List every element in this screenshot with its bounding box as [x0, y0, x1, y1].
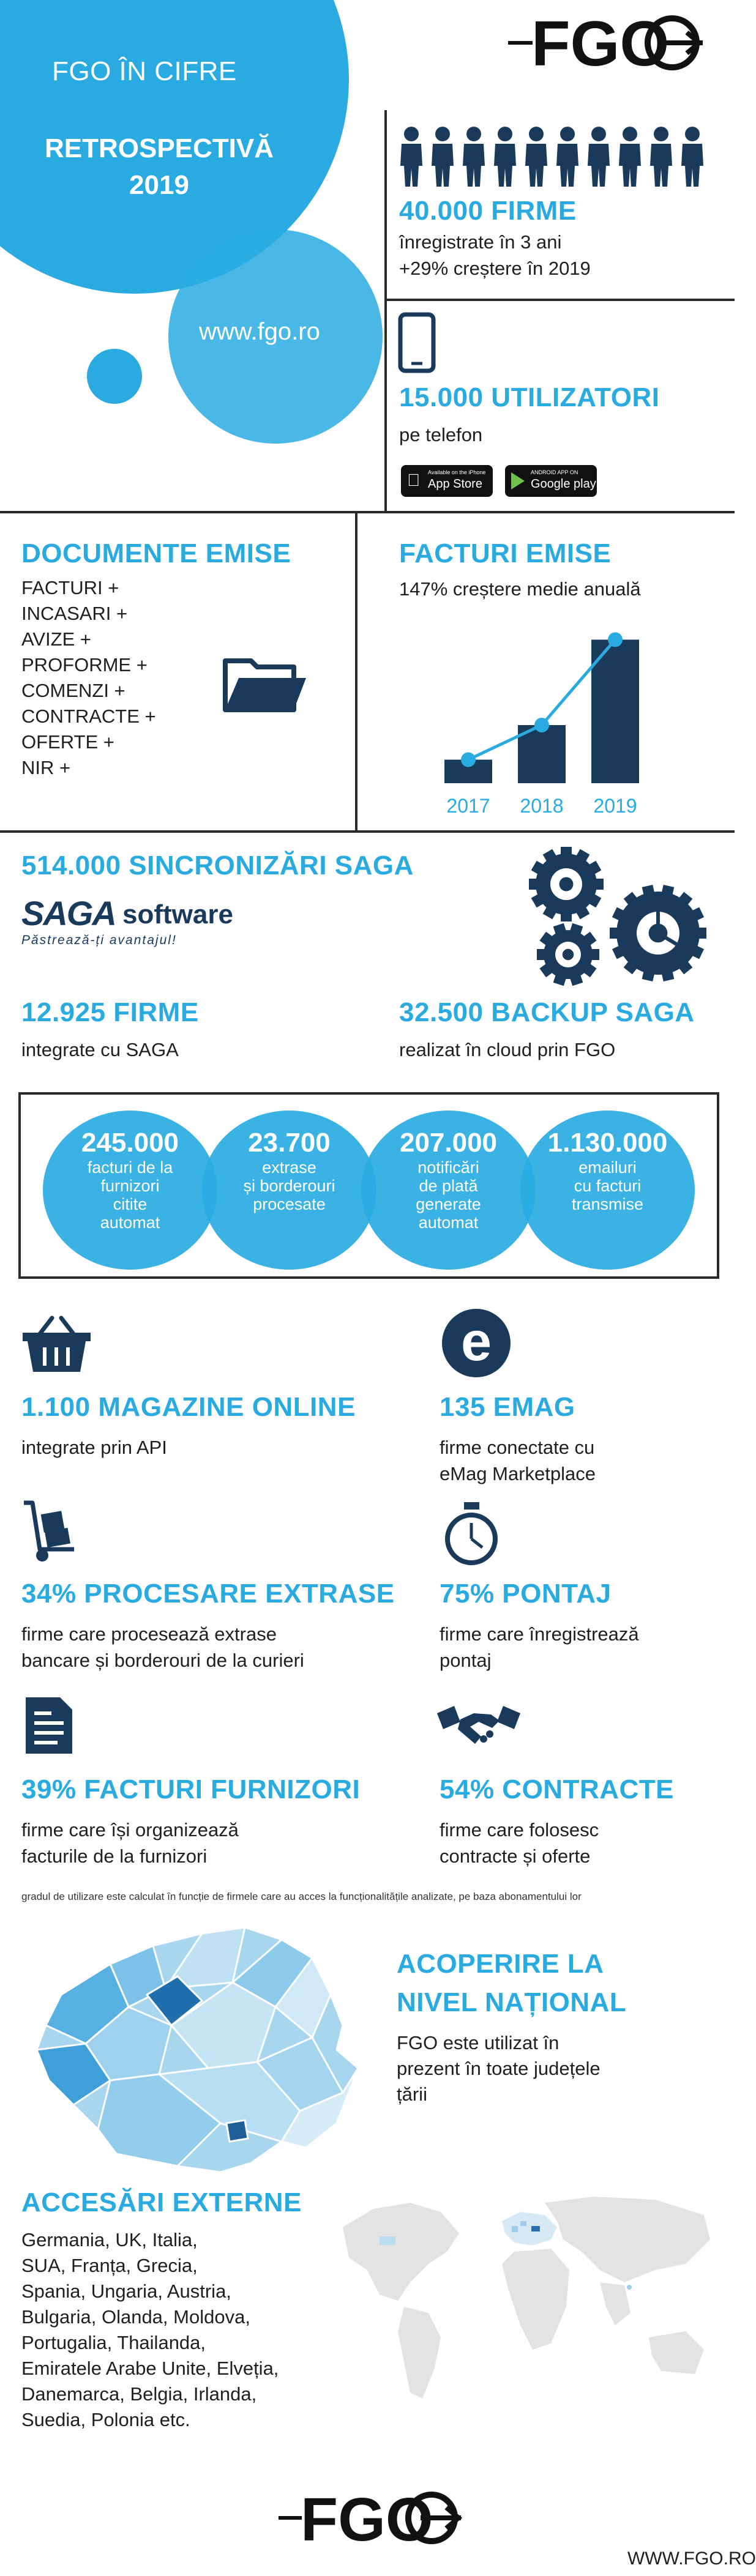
saga-logo-text: SAGA: [21, 894, 116, 932]
fgo-logo: [508, 9, 704, 80]
gears-icon: [520, 841, 716, 994]
contracte-sub2: contracte și oferte: [440, 1845, 591, 1867]
separator: [355, 511, 357, 832]
invoice-document-icon: [23, 1695, 75, 1756]
svg-text:e: e: [460, 1311, 492, 1372]
stat-bubble-caption: extrase: [262, 1158, 316, 1177]
saga-firms-headline: 12.925 FIRME: [21, 997, 199, 1027]
saga-logo: [21, 893, 254, 948]
pontaj-sub2: pontaj: [440, 1650, 492, 1671]
invoices-sub: 147% creștere medie anuală: [399, 578, 641, 600]
stat-bubble-caption: emailuri: [578, 1158, 637, 1177]
romania-map: [24, 1921, 367, 2178]
coverage-headline1: ACOPERIRE LA: [397, 1949, 604, 1979]
stat-bubble: [43, 1111, 217, 1270]
person-icon: [463, 127, 485, 187]
people-icons-row: [398, 125, 716, 193]
person-icon: [588, 127, 610, 187]
footer-logo-text: FGO: [301, 2485, 433, 2554]
stat-bubble-caption: facturi de la: [87, 1158, 173, 1177]
saga-tagline: Păstrează-ți avantajul!: [21, 933, 177, 947]
emag-icon: [440, 1306, 513, 1380]
document-type-item: NIR +: [21, 757, 71, 778]
coverage-headline2: NIVEL NAȚIONAL: [397, 1987, 627, 2017]
saga-firms-sub: integrate cu SAGA: [21, 1039, 179, 1060]
stat-bubble-caption: și borderouri: [243, 1177, 335, 1195]
person-icon: [650, 127, 672, 187]
play-icon: [511, 472, 525, 490]
external-countries-line: Spania, Ungaria, Austria,: [21, 2280, 231, 2302]
firms-line1: înregistrate în 3 ani: [399, 231, 562, 253]
saga-headline: 514.000 SINCRONIZĂRI SAGA: [21, 851, 414, 880]
footer-url[interactable]: WWW.FGO.RO: [627, 2548, 756, 2569]
stat-bubble-caption: citite: [113, 1195, 148, 1213]
stat-bubble-number: 23.700: [248, 1128, 331, 1158]
header-circle-small: [87, 349, 142, 404]
stat-bubble-caption: generate: [416, 1195, 481, 1213]
emag-sub2: eMag Marketplace: [440, 1463, 596, 1484]
emag-sub1: firme conectate cu: [440, 1437, 595, 1458]
apple-icon: [407, 471, 420, 490]
documents-headline: DOCUMENTE EMISE: [21, 538, 291, 568]
stat-bubble-caption: notificări: [417, 1158, 479, 1177]
document-type-item: COMENZI +: [21, 680, 125, 701]
separator: [384, 299, 735, 301]
external-countries-line: Germania, UK, Italia,: [21, 2229, 198, 2250]
external-countries-list: [21, 2227, 279, 2433]
stat-bubble-caption: de plată: [419, 1177, 478, 1195]
stat-bubble: [202, 1111, 376, 1270]
furnizori-sub2: facturile de la furnizori: [21, 1845, 208, 1867]
coverage-sub1: FGO este utilizat în: [397, 2032, 560, 2053]
stat-bubble-caption: procesate: [253, 1195, 326, 1213]
page-title: FGO ÎN CIFRE: [52, 56, 237, 86]
gear-icon: [537, 923, 599, 986]
external-countries-line: Suedia, Polonia etc.: [21, 2409, 190, 2430]
contracte-headline: 54% CONTRACTE: [440, 1774, 674, 1804]
footnote: gradul de utilizare este calculat în funcție de firmele care au acces la funcționalitățile analizate, pe baza abonamentului lor: [21, 1891, 582, 1902]
extrase-sub2: bancare și borderouri de la curieri: [21, 1650, 304, 1671]
website-link[interactable]: www.fgo.ro: [199, 318, 320, 345]
users-headline: 15.000 UTILIZATORI: [399, 382, 660, 412]
retrospective-year: 2019: [129, 170, 189, 200]
clock-icon: [440, 1502, 504, 1566]
chart-x-tick-label: 2017: [446, 795, 490, 817]
person-icon: [400, 127, 422, 187]
external-countries-line: SUA, Franța, Grecia,: [21, 2255, 198, 2276]
separator: [0, 830, 735, 833]
emag-headline: 135 EMAG: [440, 1392, 575, 1422]
person-icon: [681, 127, 703, 187]
extrase-sub1: firme care procesează extrase: [21, 1623, 277, 1645]
stat-bubble: [520, 1111, 695, 1270]
person-icon: [494, 127, 516, 187]
separator: [0, 511, 735, 513]
external-countries-line: Portugalia, Thailanda,: [21, 2332, 206, 2353]
saga-logo-software: software: [122, 899, 233, 929]
person-icon: [556, 127, 578, 187]
users-line1: pe telefon: [399, 424, 483, 445]
footer-fgo-logo: [279, 2484, 462, 2552]
pontaj-sub1: firme care înregistrează: [440, 1623, 639, 1645]
pontaj-headline: 75% PONTAJ: [440, 1579, 612, 1609]
separator: [384, 110, 387, 511]
contracte-sub1: firme care folosesc: [440, 1819, 599, 1841]
stat-bubble-caption: cu facturi: [574, 1177, 642, 1195]
invoices-chart: [422, 618, 643, 820]
chart-x-tick-label: 2019: [593, 795, 637, 817]
external-countries-line: Bulgaria, Olanda, Moldova,: [21, 2306, 250, 2328]
handshake-icon: [436, 1701, 522, 1753]
hand-truck-icon: [21, 1499, 77, 1563]
shopping-basket-icon: [21, 1316, 92, 1374]
google-play-badge[interactable]: ANDROID APP ON Google play: [505, 465, 597, 497]
coverage-sub3: țării: [397, 2083, 427, 2105]
stat-bubble-caption: automat: [100, 1213, 160, 1232]
chart-trend-point: [461, 753, 476, 767]
document-type-item: INCASARI +: [21, 603, 128, 624]
stat-bubble-number: 1.130.000: [547, 1128, 668, 1158]
gear-icon: [529, 847, 604, 921]
phone-icon: [398, 312, 436, 373]
firms-headline: 40.000 FIRME: [399, 196, 577, 226]
document-type-item: AVIZE +: [21, 628, 91, 650]
person-icon: [432, 127, 454, 187]
invoices-headline: FACTURI EMISE: [399, 538, 612, 568]
furnizori-sub1: firme care își organizează: [21, 1819, 239, 1841]
documents-list: [21, 575, 156, 781]
document-type-item: PROFORME +: [21, 654, 148, 676]
world-map: [337, 2178, 722, 2423]
shops-headline: 1.100 MAGAZINE ONLINE: [21, 1392, 356, 1422]
chart-trend-point: [608, 632, 623, 647]
furnizori-headline: 39% FACTURI FURNIZORI: [21, 1774, 361, 1804]
fgo-logo-text: FGO: [531, 9, 670, 80]
stat-bubble-number: 207.000: [399, 1128, 498, 1158]
shops-sub: integrate prin API: [21, 1437, 167, 1458]
saga-backup-sub: realizat în cloud prin FGO: [399, 1039, 616, 1060]
firms-line2: +29% creștere în 2019: [399, 258, 591, 279]
stat-bubble-caption: automat: [418, 1213, 479, 1232]
coverage-sub2: prezent în toate județele: [397, 2058, 601, 2079]
document-type-item: CONTRACTE +: [21, 705, 156, 727]
chart-trend-point: [534, 718, 549, 732]
person-icon: [619, 127, 641, 187]
extrase-headline: 34% PROCESARE EXTRASE: [21, 1579, 395, 1609]
document-type-item: FACTURI +: [21, 577, 119, 598]
retrospective-label: RETROSPECTIVĂ: [44, 133, 274, 163]
stat-bubble-number: 245.000: [81, 1128, 179, 1158]
external-countries-line: Emiratele Arabe Unite, Elveția,: [21, 2358, 279, 2379]
external-headline: ACCESĂRI EXTERNE: [21, 2187, 302, 2217]
app-store-badge[interactable]: Available on the iPhone App Store: [401, 465, 493, 497]
stat-bubble-caption: furnizori: [100, 1177, 160, 1195]
stat-bubble-caption: transmise: [571, 1195, 644, 1213]
saga-backup-headline: 32.500 BACKUP SAGA: [399, 997, 695, 1027]
external-countries-line: Danemarca, Belgia, Irlanda,: [21, 2383, 257, 2405]
folder-icon: [220, 649, 309, 719]
chart-x-tick-label: 2018: [520, 795, 564, 817]
document-type-item: OFERTE +: [21, 731, 114, 753]
stat-bubble: [361, 1111, 536, 1270]
person-icon: [525, 127, 547, 187]
